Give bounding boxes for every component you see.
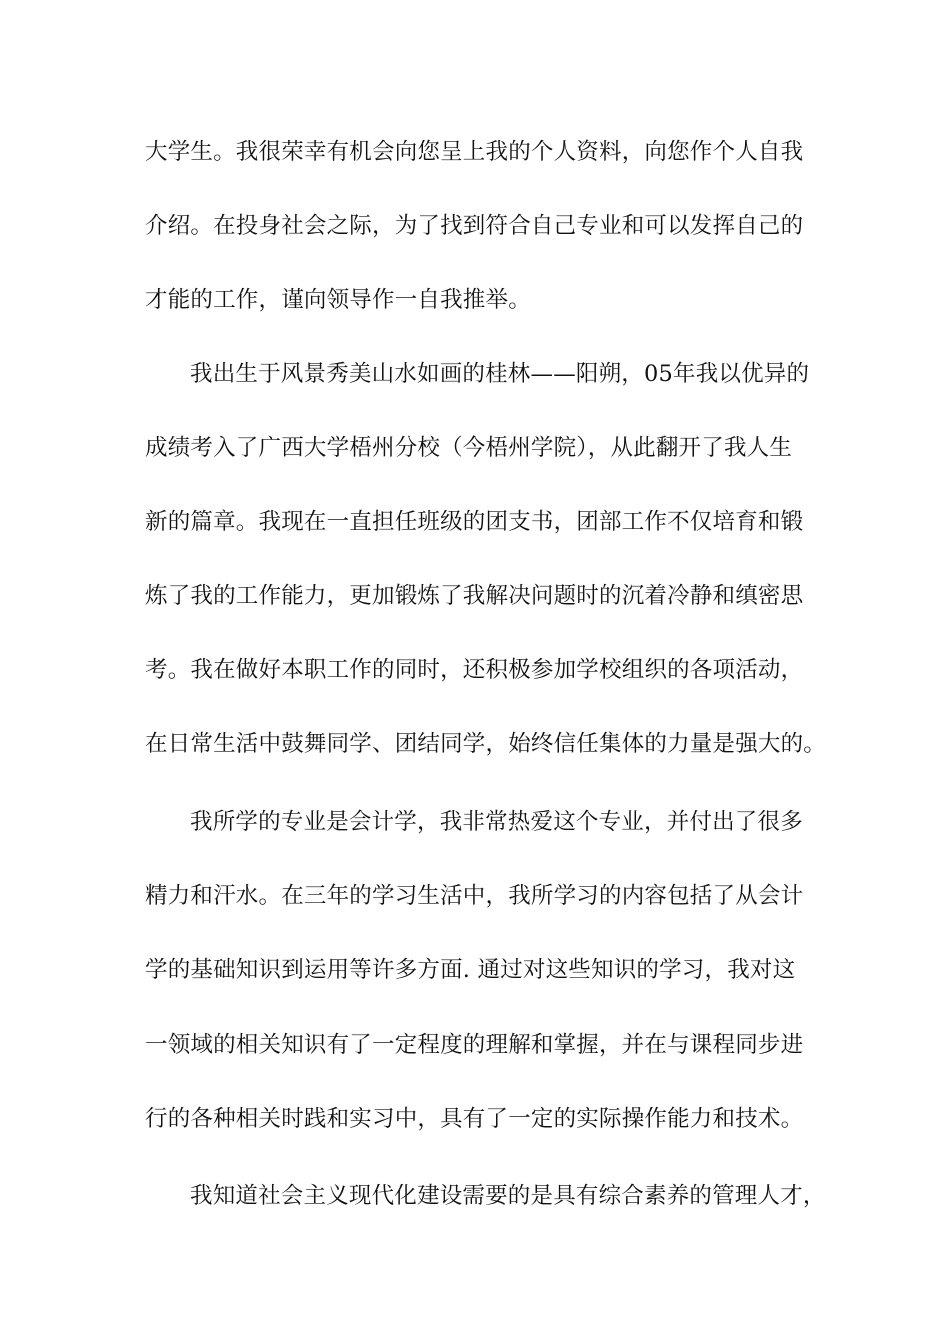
text-line: 才能的工作，谨向领导作一自我推举。 <box>145 287 531 313</box>
text-line: 大学生。我很荣幸有机会向您呈上我的个人资料，向您作个人自我 <box>145 139 804 165</box>
text-line: 考。我在做好本职工作的同时，还积极参加学校组织的各项活动， <box>145 657 804 683</box>
text-line: 行的各种相关时践和实习中，具有了一定的实际操作能力和技术。 <box>145 1106 804 1132</box>
text-line: 成绩考入了广西大学梧州分校（今梧州学院），从此翻开了我人生 <box>145 435 793 461</box>
text-line: 学的基础知识到运用等许多方面. 通过对这些知识的学习，我对这 <box>145 957 796 983</box>
text-line: 精力和汗水。在三年的学习生活中，我所学习的内容包括了从会计 <box>145 883 804 909</box>
text-line: 介绍。在投身社会之际，为了找到符合自己专业和可以发挥自己的 <box>145 213 804 239</box>
paragraph-first-line: 我出生于风景秀美山水如画的桂林——阳朔，05年我以优异的 <box>190 361 810 387</box>
text-line: 一领域的相关知识有了一定程度的理解和掌握，并在与课程同步进 <box>145 1032 804 1058</box>
text-line: 在日常生活中鼓舞同学、团结同学，始终信任集体的力量是强大的。 <box>145 731 827 757</box>
text-line: 炼了我的工作能力，更加锻炼了我解决问题时的沉着冷静和缜密思 <box>145 583 804 609</box>
paragraph-first-line: 我所学的专业是会计学，我非常热爱这个专业，并付出了很多 <box>190 809 803 835</box>
paragraph-first-line: 我知道社会主义现代化建设需要的是具有综合素养的管理人才， <box>190 1183 826 1209</box>
text-line: 新的篇章。我现在一直担任班级的团支书，团部工作不仅培育和锻 <box>145 509 804 535</box>
